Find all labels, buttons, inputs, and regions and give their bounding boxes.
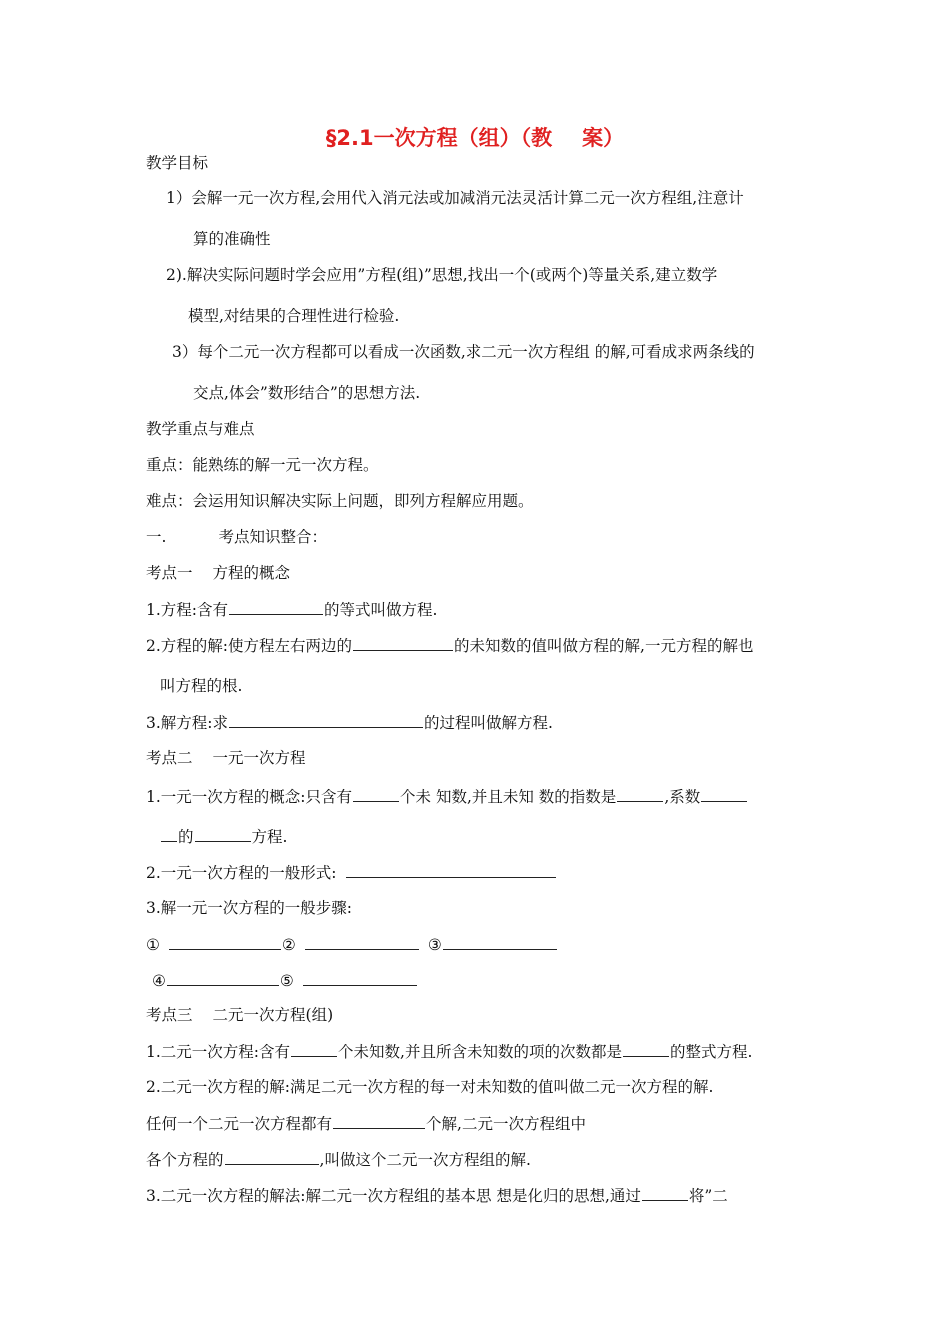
- text: 个解,二元一次方程组中: [426, 1115, 586, 1133]
- text: ,系数: [664, 788, 701, 806]
- text: 的过程叫做解方程.: [424, 714, 553, 732]
- blank: [353, 635, 453, 651]
- topic-1-title: 方程的概念: [212, 564, 291, 582]
- topic-2-label: 考点二: [146, 749, 193, 767]
- blank: [225, 1149, 319, 1165]
- key-heading: 教学重点与难点: [146, 420, 255, 438]
- text: 的等式叫做方程.: [324, 601, 438, 619]
- topic-2-steps-row-1: [146, 934, 558, 955]
- blank: [305, 934, 419, 950]
- key-point: 重点：能熟练的解一元一次方程。: [146, 456, 379, 474]
- topic-2-item-3: 3.解一元一次方程的一般步骤:: [146, 899, 353, 917]
- step-4-marker: ④: [152, 972, 166, 990]
- objective-2-line-2: 模型,对结果的合理性进行检验.: [188, 307, 400, 325]
- topic-3-item-1: [146, 1041, 752, 1062]
- page-title: [0, 124, 950, 152]
- text: 1.方程:含有: [146, 601, 229, 619]
- blank: [333, 1113, 425, 1129]
- blank: [303, 970, 417, 986]
- blank: [642, 1185, 688, 1201]
- objective-3-line-2: 交点,体会”数形结合”的思想方法.: [193, 384, 421, 402]
- text: 各个方程的: [146, 1151, 224, 1169]
- topic-3-item-2-c: [146, 1149, 531, 1170]
- text: ,叫做这个二元一次方程组的解.: [319, 1151, 531, 1169]
- section-1-number: 一.: [146, 528, 167, 546]
- topic-2-title: 一元一次方程: [212, 749, 306, 767]
- topic-2-item-2: [146, 862, 557, 883]
- section-1-text: 考点知识整合：: [218, 528, 327, 546]
- blank: [617, 786, 663, 802]
- topic-1-label: 考点一: [146, 564, 193, 582]
- text: 将”二: [688, 1187, 728, 1205]
- text: 2.方程的解:使方程左右两边的: [146, 637, 353, 655]
- topic-3-label: 考点三: [146, 1006, 193, 1024]
- topic-1-item-2: [146, 635, 753, 656]
- topic-2-heading: [146, 748, 306, 768]
- topic-3-heading: [146, 1005, 333, 1025]
- text: 2.一元一次方程的一般形式:: [146, 864, 337, 882]
- blank: [167, 970, 279, 986]
- topic-1-heading: [146, 563, 290, 583]
- text: 方程.: [251, 828, 288, 846]
- section-1-heading: [146, 527, 327, 547]
- blank: [346, 862, 556, 878]
- title-part-2: 案）: [582, 126, 625, 150]
- topic-3-item-3: [146, 1185, 728, 1206]
- text: 的: [178, 828, 194, 846]
- blank: [169, 934, 281, 950]
- blank: [161, 826, 177, 842]
- topic-3-item-2-b: [146, 1113, 586, 1134]
- objectives-heading: 教学目标: [146, 154, 209, 172]
- step-3-marker: ③: [427, 936, 442, 954]
- text: 个未 知数,并且未知 数的指数是: [400, 788, 617, 806]
- text: 的整式方程.: [669, 1043, 753, 1061]
- step-2-marker: ②: [281, 936, 296, 954]
- text: 个未知数,并且所含未知数的项的次数都是: [338, 1043, 622, 1061]
- text: 1.一元一次方程的概念:只含有: [146, 788, 353, 806]
- topic-1-item-1: [146, 599, 437, 620]
- text: 1.二元一次方程:含有: [146, 1043, 291, 1061]
- step-5-marker: ⑤: [279, 972, 294, 990]
- objective-2-line-1: 2).解决实际问题时学会应用”方程(组)”思想,找出一个(或两个)等量关系,建立数学: [166, 266, 718, 284]
- topic-3-title: 二元一次方程(组): [212, 1006, 334, 1024]
- topic-2-steps-row-2: [152, 970, 418, 991]
- blank: [353, 786, 399, 802]
- text: 任何一个二元一次方程都有: [146, 1115, 333, 1133]
- topic-3-item-2: 2.二元一次方程的解:满足二元一次方程的每一对未知数的值叫做二元一次方程的解.: [146, 1078, 714, 1096]
- objective-1-line-2: 算的准确性: [193, 230, 271, 248]
- title-part-1: §2.1一次方程（组）（教: [325, 126, 553, 150]
- blank: [623, 1041, 669, 1057]
- topic-2-item-1: [146, 786, 748, 807]
- objective-3-line-1: 3）每个二元一次方程都可以看成一次函数,求二元一次方程组 的解,可看成求两条线的: [172, 343, 755, 361]
- text: 3.解方程:求: [146, 714, 229, 732]
- step-1-marker: ①: [146, 936, 160, 954]
- topic-2-item-1-cont: [160, 826, 287, 847]
- blank: [195, 826, 251, 842]
- text: 的未知数的值叫做方程的解,一元方程的解也: [454, 637, 754, 655]
- text: 3.二元一次方程的解法:解二元一次方程组的基本思 想是化归的思想,通过: [146, 1187, 641, 1205]
- blank: [229, 712, 423, 728]
- difficult-point: 难点：会运用知识解决实际上问题，即列方程解应用题。: [146, 492, 534, 510]
- blank: [701, 786, 747, 802]
- blank: [229, 599, 323, 615]
- topic-1-item-3: [146, 712, 553, 733]
- blank: [443, 934, 557, 950]
- objective-1-line-1: 1）会解一元一次方程,会用代入消元法或加减消元法灵活计算二元一次方程组,注意计: [166, 189, 744, 207]
- topic-1-item-2-cont: 叫方程的根.: [160, 677, 243, 695]
- blank: [291, 1041, 337, 1057]
